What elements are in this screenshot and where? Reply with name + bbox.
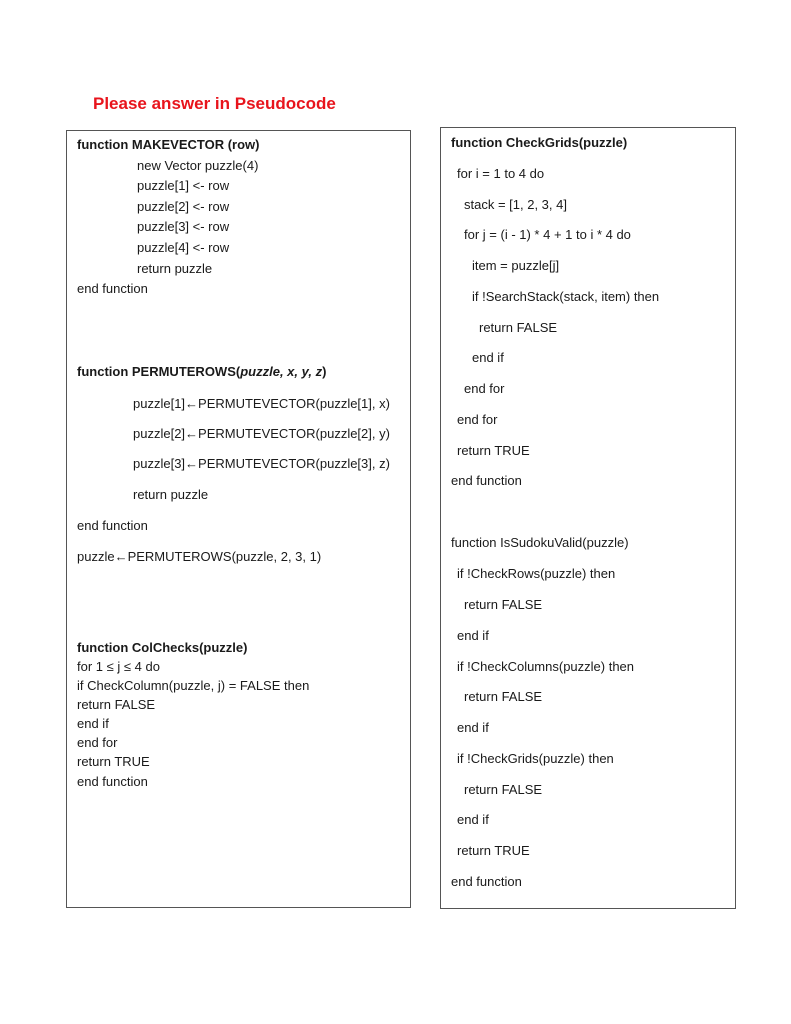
code-line: return FALSE bbox=[464, 597, 543, 612]
code-line: end function bbox=[451, 874, 522, 889]
code-line: item = puzzle[j] bbox=[472, 258, 560, 273]
code-line: puzzle[2] <- row bbox=[137, 199, 230, 214]
code-line: if !CheckRows(puzzle) then bbox=[457, 566, 616, 581]
code-line: puzzle[4] <- row bbox=[137, 240, 230, 255]
code-line: if CheckColumn(puzzle, j) = FALSE then bbox=[77, 678, 310, 693]
code-line: return puzzle bbox=[137, 261, 213, 276]
page-title: Please answer in Pseudocode bbox=[93, 94, 336, 113]
code-line: end function bbox=[77, 774, 148, 789]
code-line: return puzzle bbox=[133, 487, 209, 502]
code-line: end function bbox=[77, 281, 148, 296]
code-line: return TRUE bbox=[457, 843, 530, 858]
code-line: puzzle[3] <- row bbox=[137, 219, 230, 234]
code-line: for i = 1 to 4 do bbox=[457, 166, 545, 181]
code-line: if !CheckGrids(puzzle) then bbox=[457, 751, 614, 766]
permuterows-header-params: puzzle, x, y, z bbox=[240, 364, 323, 379]
code-line: return FALSE bbox=[464, 689, 543, 704]
permuterows-header-close: ) bbox=[322, 364, 327, 379]
code-line: puzzle[1] <- row bbox=[137, 178, 230, 193]
code-line: for 1 ≤ j ≤ 4 do bbox=[77, 659, 160, 674]
code-line: puzzle[1]←PERMUTEVECTOR(puzzle[1], x) bbox=[133, 396, 390, 411]
permuterows-header bbox=[77, 364, 326, 380]
code-line: if !SearchStack(stack, item) then bbox=[472, 289, 660, 304]
colchecks-header: function ColChecks(puzzle) bbox=[77, 640, 248, 655]
code-line: return FALSE bbox=[77, 697, 156, 712]
permuterows-header-name: function PERMUTEROWS( bbox=[77, 364, 241, 379]
code-line: puzzle[3]←PERMUTEVECTOR(puzzle[3], z) bbox=[133, 456, 390, 471]
code-line: new Vector puzzle(4) bbox=[137, 158, 259, 173]
code-line: if !CheckColumns(puzzle) then bbox=[457, 659, 635, 674]
code-line: end if bbox=[457, 812, 489, 827]
code-line: for j = (i - 1) * 4 + 1 to i * 4 do bbox=[464, 227, 631, 242]
code-line: puzzle←PERMUTEROWS(puzzle, 2, 3, 1) bbox=[77, 549, 322, 564]
issudokuvalid-header: function IsSudokuValid(puzzle) bbox=[451, 535, 629, 550]
code-line: stack = [1, 2, 3, 4] bbox=[464, 197, 567, 212]
code-line: return TRUE bbox=[77, 754, 150, 769]
code-line: end if bbox=[77, 716, 109, 731]
code-line: return FALSE bbox=[464, 782, 543, 797]
code-line: puzzle[2]←PERMUTEVECTOR(puzzle[2], y) bbox=[133, 426, 390, 441]
makevector-header: function MAKEVECTOR (row) bbox=[77, 137, 260, 152]
code-line: end if bbox=[457, 720, 489, 735]
code-line: end if bbox=[457, 628, 489, 643]
checkgrids-header: function CheckGrids(puzzle) bbox=[451, 135, 628, 150]
code-line: end function bbox=[77, 518, 148, 533]
code-line: return TRUE bbox=[457, 443, 530, 458]
code-line: end for bbox=[77, 735, 118, 750]
code-line: end function bbox=[451, 473, 522, 488]
code-line: end for bbox=[464, 381, 505, 396]
code-line: end if bbox=[472, 350, 504, 365]
code-line: return FALSE bbox=[479, 320, 558, 335]
code-line: end for bbox=[457, 412, 498, 427]
